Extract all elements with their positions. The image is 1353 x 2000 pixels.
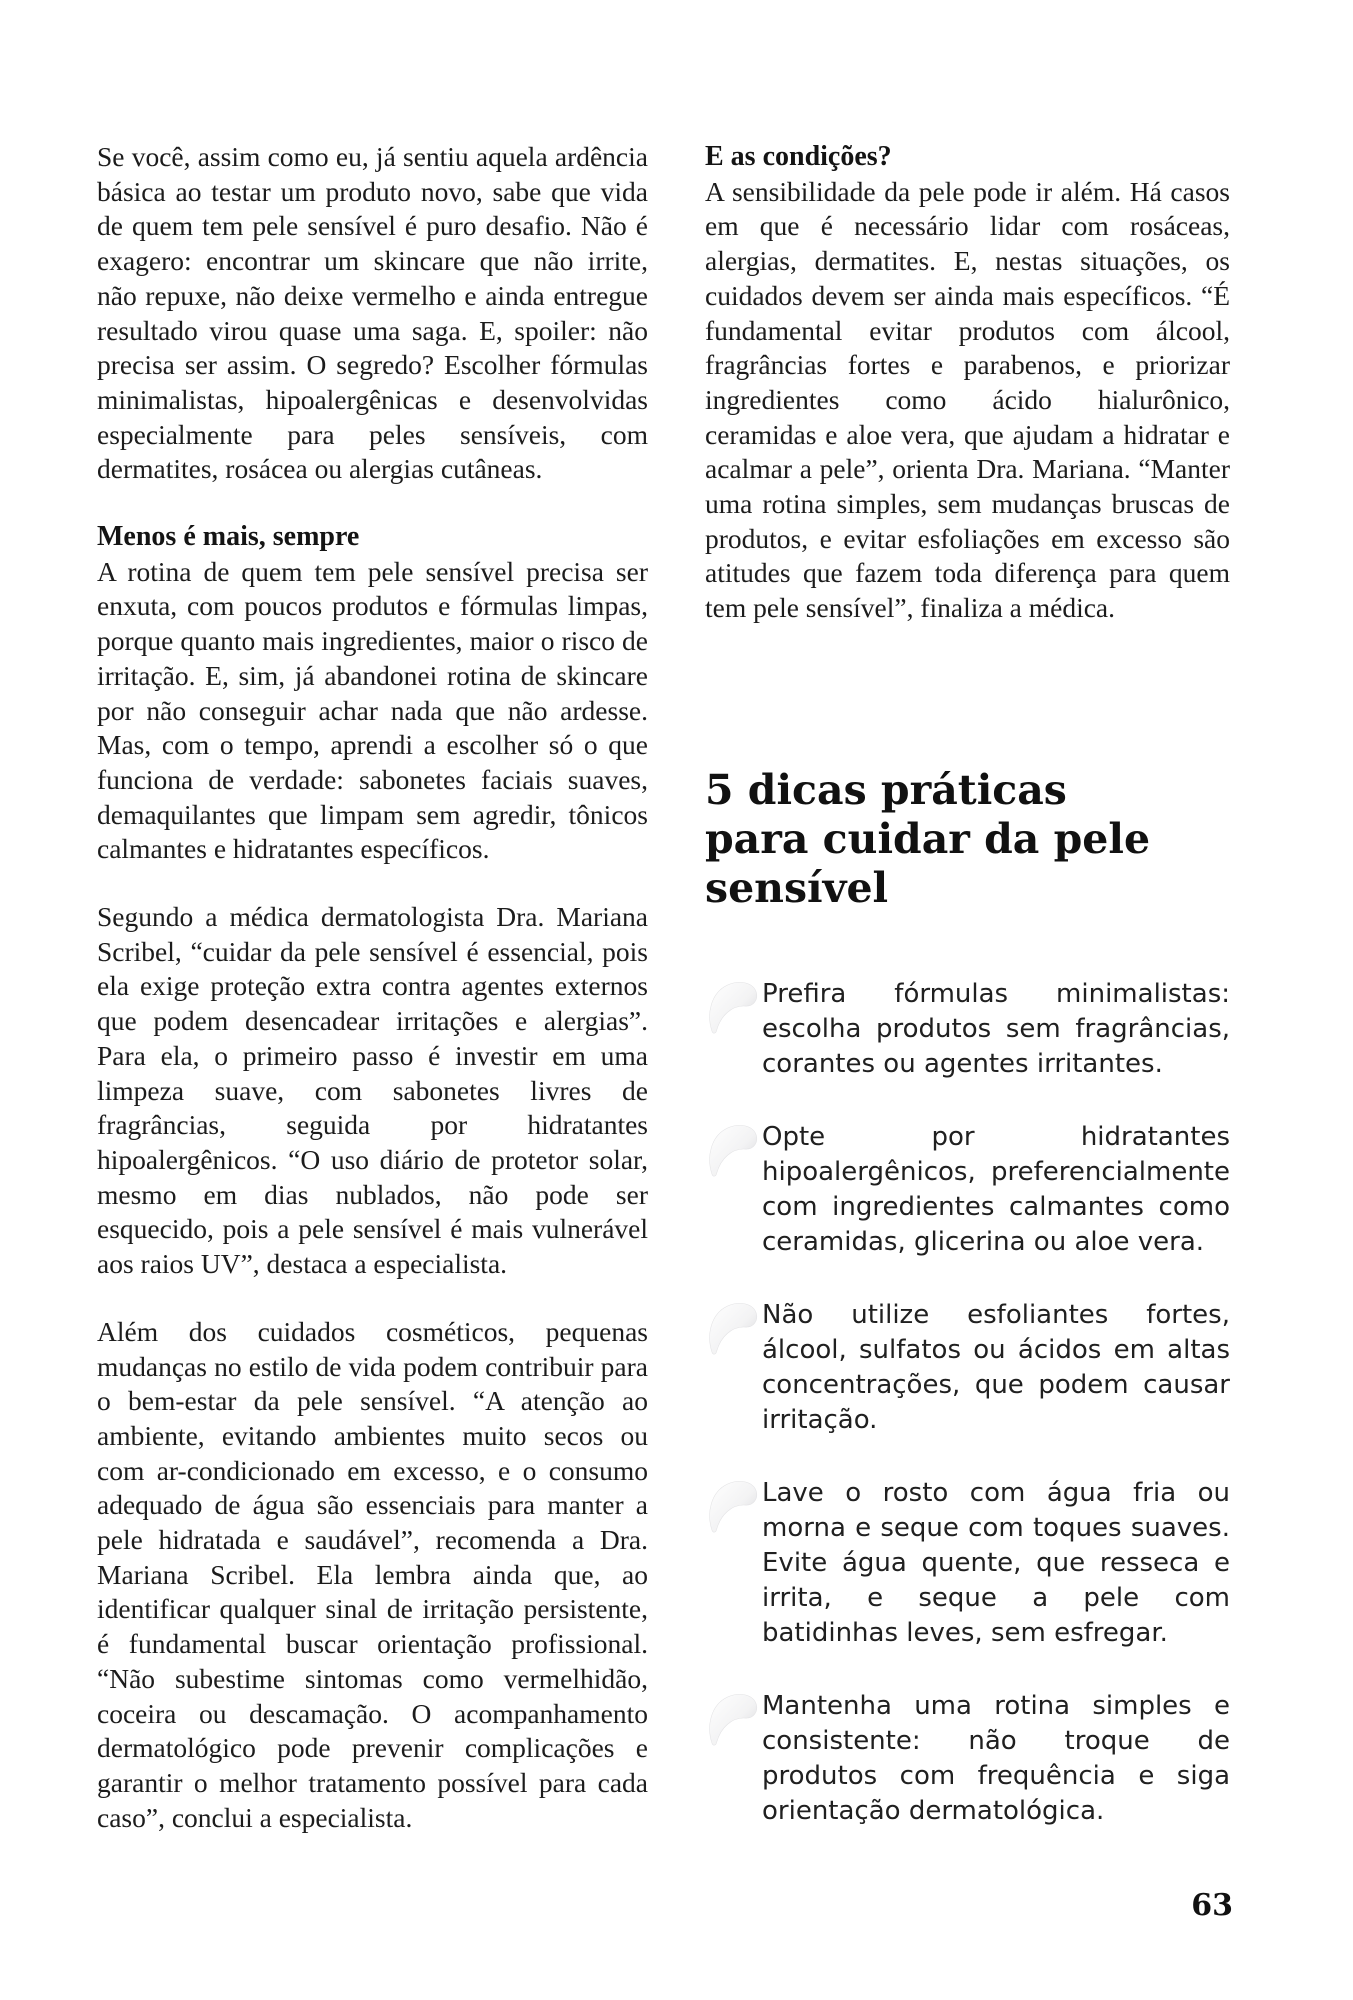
list-item [705, 1120, 1230, 1260]
left-column [97, 140, 648, 1835]
cream-swoosh-icon [705, 1298, 762, 1358]
body-paragraph: A rotina de quem tem pele sensível precisa ser enxuta, com poucos produtos e fórmulas limpas, porque quanto mais ingredientes, maior o risco de irritação. E, sim, já abandonei rotina de skincare por não conseguir achar nada que não ardesse. Mas, com o tempo, aprendi a escolher só o que funciona de verdade: sabonetes faciais suaves, demaquilantes que limpam sem agredir, tônicos calmantes e hidratantes específicos. [97, 555, 648, 865]
list-item [705, 1298, 1230, 1438]
right-column [705, 140, 1230, 1867]
tips-title-line2: para cuidar da pele sensível [705, 814, 1151, 912]
cream-swoosh-icon [705, 977, 762, 1037]
tips-list [705, 977, 1230, 1829]
page-number: 63 [1191, 1888, 1233, 1923]
tips-title-line1: 5 dicas práticas [705, 765, 1067, 814]
section-heading-menos-e-mais: Menos é mais, sempre [97, 521, 360, 553]
section-heading-condicoes: E as condições? [705, 141, 892, 172]
body-paragraph: Segundo a médica dermatologista Dra. Mariana Scribel, “cuidar da pele sensível é essencial, pois ela exige proteção extra contra agentes externos que podem desencadear irritações e alergias”. Para ela, o primeiro passo é investir em uma limpeza suave, com sabonetes livres de fragrâncias, seguida por hidratantes hipoalergênicos. “O uso diário de protetor solar, mesmo em dias nublados, não pode ser esquecido, pois a pele sensível é mais vulnerável aos raios UV”, destaca a especialista. [97, 901, 648, 1280]
tip-text: Lave o rosto com água fria ou morna e seque com toques suaves. Evite água quente, que resseca e irrita, e seque a pele com batidinhas leves, sem esfregar. [762, 1477, 1230, 1648]
cream-swoosh-icon [705, 1120, 762, 1180]
tip-text: Mantenha uma rotina simples e consistente: não troque de produtos com frequência e siga orientação dermatológica. [762, 1690, 1230, 1826]
list-item [705, 1476, 1230, 1651]
tip-text: Opte por hidratantes hipoalergênicos, preferencialmente com ingredientes calmantes como ceramidas, glicerina ou aloe vera. [762, 1121, 1230, 1257]
intro-paragraph: Se você, assim como eu, já sentiu aquela ardência básica ao testar um produto novo, sabe que vida de quem tem pele sensível é puro desafio. Não é exagero: encontrar um skincare que não irrite, não repuxe, não deixe vermelho e ainda entregue resultado virou quase uma saga. E, spoiler: não precisa ser assim. O segredo? Escolher fórmulas minimalistas, hipoalergênicas e desenvolvidas especialmente para peles sensíveis, com dermatites, rosácea ou alergias cutâneas. [97, 141, 648, 485]
cream-swoosh-icon [705, 1689, 762, 1749]
cream-swoosh-icon [705, 1476, 762, 1536]
tip-text: Não utilize esfoliantes fortes, álcool, sulfatos ou ácidos em altas concentrações, que podem causar irritação. [762, 1299, 1230, 1435]
list-item [705, 1689, 1230, 1829]
tips-title [705, 766, 1230, 913]
body-paragraph: Além dos cuidados cosméticos, pequenas mudanças no estilo de vida podem contribuir para o bem-estar da pele sensível. “A atenção ao ambiente, evitando ambientes muito secos ou com ar-condicionado em excesso, e o consumo adequado de água são essenciais para manter a pele hidratada e saudável”, recomenda a Dra. Mariana Scribel. Ela lembra ainda que, ao identificar qualquer sinal de irritação persistente, é fundamental buscar orientação profissional. “Não subestime sintomas como vermelhidão, coceira ou descamação. O acompanhamento dermatológico pode prevenir complicações e garantir o melhor tratamento possível para cada caso”, conclui a especialista. [97, 1315, 648, 1833]
body-paragraph: A sensibilidade da pele pode ir além. Há casos em que é necessário lidar com rosáceas, alergias, dermatites. E, nestas situações, os cuidados devem ser ainda mais específicos. “É fundamental evitar produtos com álcool, fragrâncias fortes e parabenos, e priorizar ingredientes como ácido hialurônico, ceramidas e aloe vera, que ajudam a hidratar e acalmar a pele”, orienta Dra. Mariana. “Manter uma rotina simples, sem mudanças bruscas de produtos, e evitar esfoliações em excesso são atitudes que fazem toda diferença para quem tem pele sensível”, finaliza a médica. [705, 175, 1230, 624]
list-item [705, 977, 1230, 1082]
tip-text: Prefira fórmulas minimalistas: escolha produtos sem fragrâncias, corantes ou agentes irritantes. [762, 978, 1230, 1079]
